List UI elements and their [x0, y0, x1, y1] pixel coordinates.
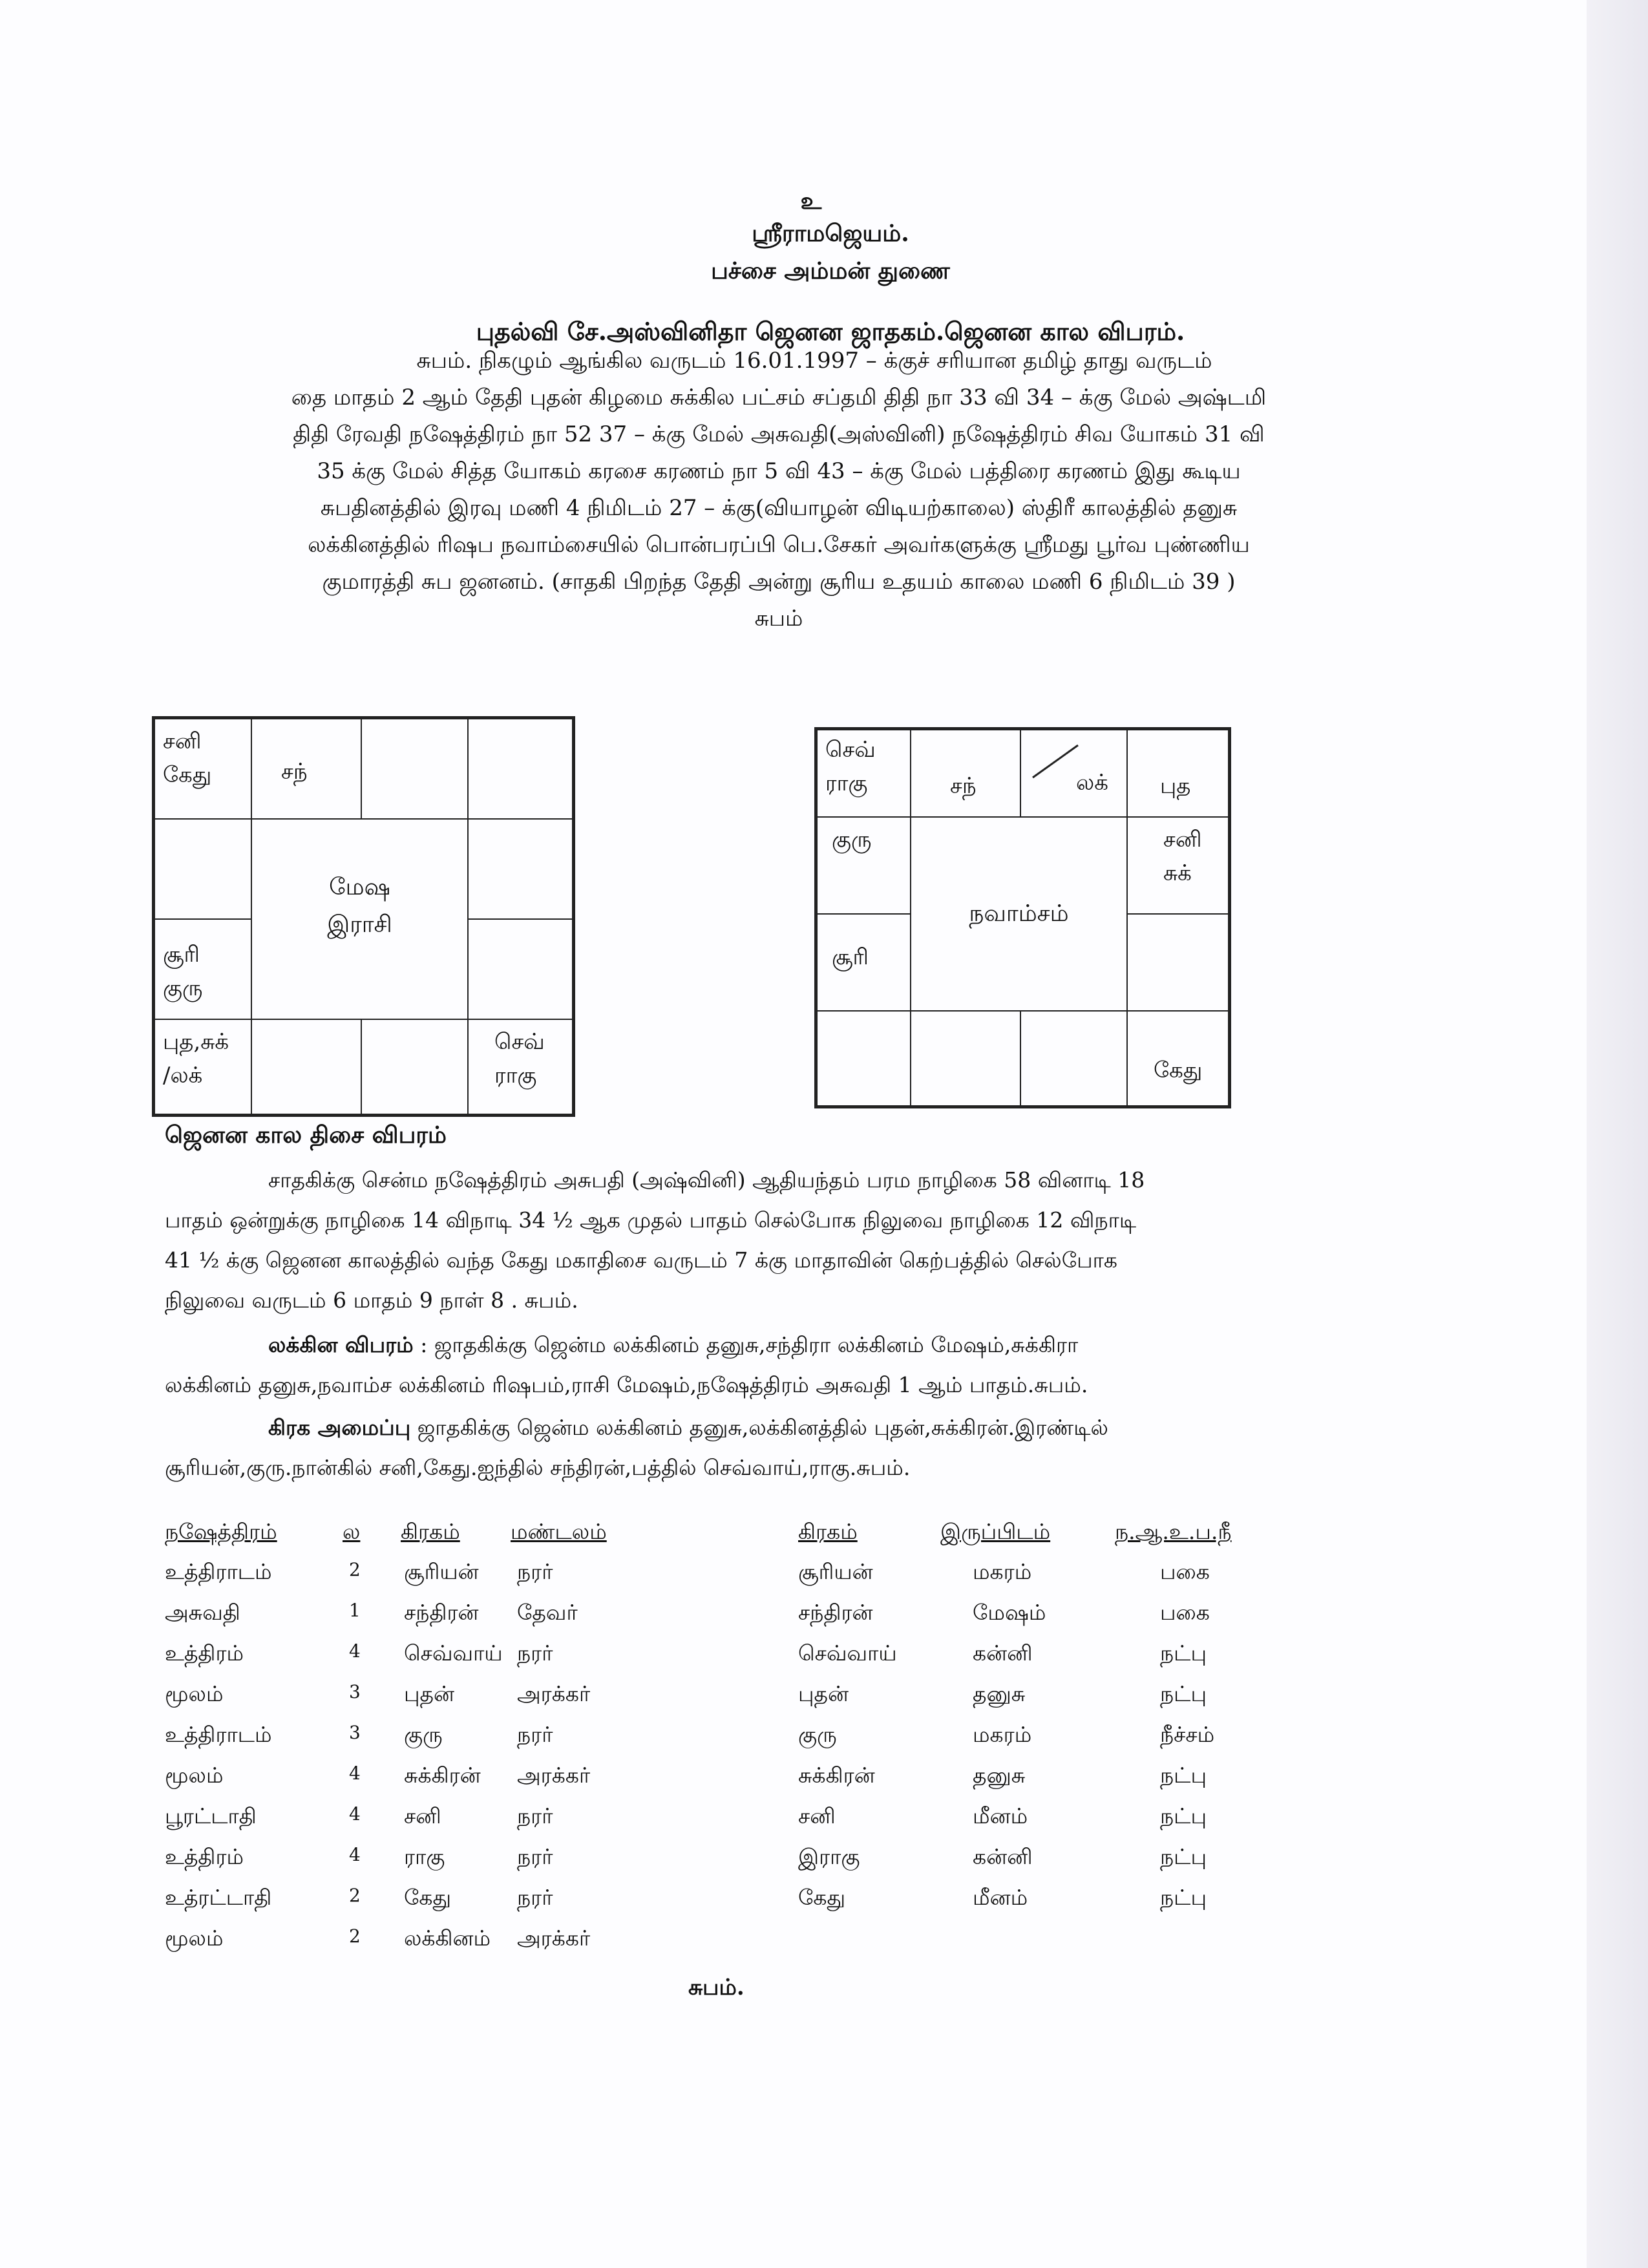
navamsa-cell-bottom-left [816, 1010, 911, 1107]
relation-cell: நட்பு [1160, 1763, 1207, 1788]
pada-cell: 4 [349, 1763, 361, 1784]
navamsa-cell-top-right: புத [1126, 729, 1229, 818]
intro-line: சுபதினத்தில் இரவு மணி 4 நிமிடம் 27 – க்கு(வியாழன் விடியற்காலை) ஸ்திரீ காலத்தில் தனுசு [320, 495, 1238, 521]
rasi-cell-top-2: சந் [251, 718, 362, 820]
rasi-cell-left-3: சூரி குரு [154, 918, 252, 1020]
navamsa-cell-left-3: சூரி [816, 913, 911, 1012]
navamsa-center [910, 816, 1128, 1012]
lagna-line-2: லக்கினம் தனுசு,நவாம்ச லக்கினம் ரிஷபம்,ராசி மேஷம்,நஷேத்திரம் அசுவதி 1 ஆம் பாதம்.சுபம். [165, 1372, 1088, 1397]
graha-paragraph [165, 1408, 1393, 1488]
header-relation: ந.ஆ.உ.ப.நீ [1115, 1519, 1232, 1544]
relation-cell: பகை [1160, 1600, 1210, 1625]
graha-line-1: ஜாதகிக்கு ஜென்ம லக்கினம் தனுசு,லக்கினத்தில் புதன்,சுக்கிரன்.இரண்டில் [417, 1415, 1108, 1440]
mandalam-cell: நரர் [517, 1803, 553, 1828]
graha-cell: குரு [404, 1722, 443, 1747]
rasi-cell-top-left: சனி கேது [154, 718, 252, 820]
nakshatra-cell: உத்திராடம் [165, 1722, 272, 1747]
pada-cell: 2 [349, 1559, 361, 1580]
dasa-paragraph [165, 1160, 1393, 1320]
nakshatra-cell: மூலம் [165, 1681, 224, 1706]
mandalam-cell: அரக்கர் [517, 1925, 591, 1951]
navamsa-cell-right-3 [1126, 913, 1229, 1012]
navamsa-cell-top-3: லக் [1020, 729, 1128, 818]
position-cell: மகரம் [973, 1722, 1032, 1747]
navamsa-cell-bottom-right: கேது [1126, 1010, 1229, 1107]
dasa-line: சாதகிக்கு சென்ம நஷேத்திரம் அசுபதி (அஷ்வினி) ஆதியந்தம் பரம நாழிகை 58 வினாடி 18 [268, 1167, 1145, 1192]
intro-line: தை மாதம் 2 ஆம் தேதி புதன் கிழமை சுக்கில பட்சம் சப்தமி திதி நா 33 வி 34 – க்கு மேல் அஷ்டமி [291, 385, 1267, 410]
pada-cell: 1 [349, 1600, 361, 1621]
rasi-cell-top-right [467, 718, 573, 820]
header-pada: ல [343, 1519, 361, 1544]
navamsa-cell-left-2: குரு [816, 816, 911, 915]
graha-cell: புதன் [798, 1681, 849, 1706]
pada-cell: 2 [349, 1885, 361, 1906]
header-nakshatra: நஷேத்திரம் [165, 1519, 277, 1544]
rasi-cell-right-3 [467, 918, 573, 1020]
mandalam-cell: நரர் [517, 1722, 553, 1747]
nakshatra-table [165, 1519, 746, 1971]
graha-line-2: சூரியன்,குரு.நான்கில் சனி,கேது.ஐந்தில் சந்திரன்,பத்தில் செவ்வாய்,ராகு.சுபம். [165, 1455, 911, 1480]
mandalam-cell: தேவர் [517, 1600, 578, 1625]
pada-cell: 2 [349, 1925, 361, 1947]
rasi-center-label-2: இராசி [327, 911, 392, 938]
header-graha: கிரகம் [401, 1519, 460, 1544]
graha-cell: இராகு [798, 1844, 860, 1869]
dasa-line: பாதம் ஒன்றுக்கு நாழிகை 14 விநாடி 34 ½ ஆக முதல் பாதம் செல்போக நிலுவை நாழிகை 12 விநாடி [165, 1207, 1137, 1233]
navamsa-lagna-slash [1030, 742, 1081, 781]
intro-line: லக்கினத்தில் ரிஷப நவாம்சையில் பொன்பரப்பி பெ.சேகர் அவர்களுக்கு ஸ்ரீமது பூர்வ புண்ணிய [308, 532, 1250, 558]
header-line-1: ஸ்ரீராமஜெயம். [752, 220, 909, 247]
rasi-cell-bottom-left: புத,சுக் /லக் [154, 1019, 252, 1115]
rasi-cell-bottom-3 [361, 1019, 469, 1115]
header-line-2: பச்சை அம்மன் துணை [711, 257, 950, 284]
rasi-cell-bottom-2 [251, 1019, 362, 1115]
lagna-line-1: : ஜாதகிக்கு ஜென்ம லக்கினம் தனுசு,சந்திரா லக்கினம் மேஷம்,சுக்கிரா [420, 1332, 1079, 1357]
rasi-cell-bottom-right: செவ் ராகு [467, 1019, 573, 1115]
mandalam-cell: நரர் [517, 1640, 553, 1666]
rasi-cell-left-2 [154, 818, 252, 920]
relation-cell: நீச்சம் [1160, 1722, 1215, 1747]
navamsa-cell-bottom-3 [1020, 1010, 1128, 1107]
navamsa-cell-bottom-2 [910, 1010, 1021, 1107]
graha-position-table [798, 1519, 1315, 1933]
pada-cell: 4 [349, 1803, 361, 1825]
mandalam-cell: அரக்கர் [517, 1681, 591, 1706]
rasi-cell-right-2 [467, 818, 573, 920]
intro-line: 35 க்கு மேல் சித்த யோகம் கரசை கரணம் நா 5 வி 43 – க்கு மேல் பத்திரை கரணம் இது கூடிய [317, 458, 1241, 484]
header-mandalam: மண்டலம் [511, 1519, 607, 1544]
rasi-center-label-1: மேஷ [329, 874, 390, 900]
position-cell: மேஷம் [973, 1600, 1046, 1625]
relation-cell: நட்பு [1160, 1681, 1207, 1706]
graha-label: கிரக அமைப்பு [268, 1415, 411, 1440]
graha-cell: புதன் [404, 1681, 455, 1706]
graha-cell: சனி [404, 1803, 441, 1828]
nakshatra-cell: அசுவதி [165, 1600, 240, 1625]
birth-details-paragraph [187, 343, 1370, 637]
relation-cell: நட்பு [1160, 1640, 1207, 1666]
pada-cell: 3 [349, 1722, 361, 1743]
relation-cell: நட்பு [1160, 1885, 1207, 1910]
rasi-center [251, 818, 469, 1020]
intro-line: சுபம் [754, 606, 803, 631]
nakshatra-cell: உத்ரட்டாதி [165, 1885, 272, 1910]
dasa-section-title: ஜெனன கால திசை விபரம் [165, 1121, 447, 1149]
navamsa-chart [814, 727, 1231, 1108]
mandalam-cell: நரர் [517, 1885, 553, 1910]
position-cell: தனுசு [973, 1763, 1026, 1788]
relation-cell: பகை [1160, 1559, 1210, 1584]
position-cell: மகரம் [973, 1559, 1032, 1584]
position-cell: தனுசு [973, 1681, 1026, 1706]
document-title: புதல்வி சே.அஸ்வினிதா ஜெனன ஜாதகம்.ஜெனன கால விபரம். [476, 317, 1185, 346]
navamsa-cell-top-left: செவ் ராகு [816, 729, 911, 818]
rasi-cell-top-3 [361, 718, 469, 820]
graha-cell: சூரியன் [404, 1559, 479, 1584]
nakshatra-cell: உத்திரம் [165, 1640, 244, 1666]
graha-cell: ராகு [404, 1844, 445, 1869]
graha-cell: கேது [798, 1885, 846, 1910]
graha-cell: கேது [404, 1885, 452, 1910]
position-cell: கன்னி [973, 1640, 1033, 1666]
intro-line: குமாரத்தி சுப ஜனனம். (சாதகி பிறந்த தேதி அன்று சூரிய உதயம் காலை மணி 6 நிமிடம் 39 ) [322, 569, 1236, 595]
pada-cell: 4 [349, 1844, 361, 1865]
pada-cell: 4 [349, 1640, 361, 1662]
graha-cell: சுக்கிரன் [798, 1763, 875, 1788]
dasa-line: 41 ½ க்கு ஜெனன காலத்தில் வந்த கேது மகாதிசை வருடம் 7 க்கு மாதாவின் கெற்பத்தில் செல்போக [165, 1247, 1118, 1273]
intro-line: சுபம். நிகழும் ஆங்கில வருடம் 16.01.1997 – க்குச் சரியான தமிழ் தாது வருடம் [416, 348, 1212, 374]
navamsa-cell-right-2: சனி சுக் [1126, 816, 1229, 915]
graha-cell: லக்கினம் [404, 1925, 491, 1951]
graha-cell: செவ்வாய் [798, 1640, 897, 1666]
footer-subham: சுபம். [688, 1975, 745, 2000]
graha-cell: சந்திரன் [798, 1600, 873, 1625]
lagna-paragraph [165, 1325, 1393, 1405]
mandalam-cell: அரக்கர் [517, 1763, 591, 1788]
header-position: இருப்பிடம் [940, 1519, 1051, 1544]
lagna-label: லக்கின விபரம் [268, 1332, 414, 1357]
nakshatra-cell: பூரட்டாதி [165, 1803, 257, 1828]
mandalam-cell: நரர் [517, 1844, 553, 1869]
graha-cell: குரு [798, 1722, 837, 1747]
relation-cell: நட்பு [1160, 1844, 1207, 1869]
navamsa-center-label: நவாம்சம் [969, 900, 1069, 927]
nakshatra-cell: மூலம் [165, 1925, 224, 1951]
graha-cell: சுக்கிரன் [404, 1763, 481, 1788]
nakshatra-cell: உத்திராடம் [165, 1559, 272, 1584]
position-cell: மீனம் [973, 1803, 1028, 1828]
intro-line: திதி ரேவதி நஷேத்திரம் நா 52 37 – க்கு மேல் அசுவதி(அஸ்வினி) நஷேத்திரம் சிவ யோகம் 31 வி [293, 421, 1265, 447]
nakshatra-cell: மூலம் [165, 1763, 224, 1788]
position-cell: கன்னி [973, 1844, 1033, 1869]
nakshatra-cell: உத்திரம் [165, 1844, 244, 1869]
mandalam-cell: நரர் [517, 1559, 553, 1584]
relation-cell: நட்பு [1160, 1803, 1207, 1828]
graha-cell: சந்திரன் [404, 1600, 479, 1625]
invocation-symbol: உ [800, 187, 822, 215]
graha-cell: சூரியன் [798, 1559, 873, 1584]
pada-cell: 3 [349, 1681, 361, 1702]
graha-cell: சனி [798, 1803, 836, 1828]
header-graha: கிரகம் [798, 1519, 858, 1544]
navamsa-cell-top-2: சந் [910, 729, 1021, 818]
dasa-line: நிலுவை வருடம் 6 மாதம் 9 நாள் 8 . சுபம். [165, 1288, 578, 1313]
position-cell: மீனம் [973, 1885, 1028, 1910]
rasi-chart [152, 716, 575, 1117]
graha-cell: செவ்வாய் [404, 1640, 503, 1666]
